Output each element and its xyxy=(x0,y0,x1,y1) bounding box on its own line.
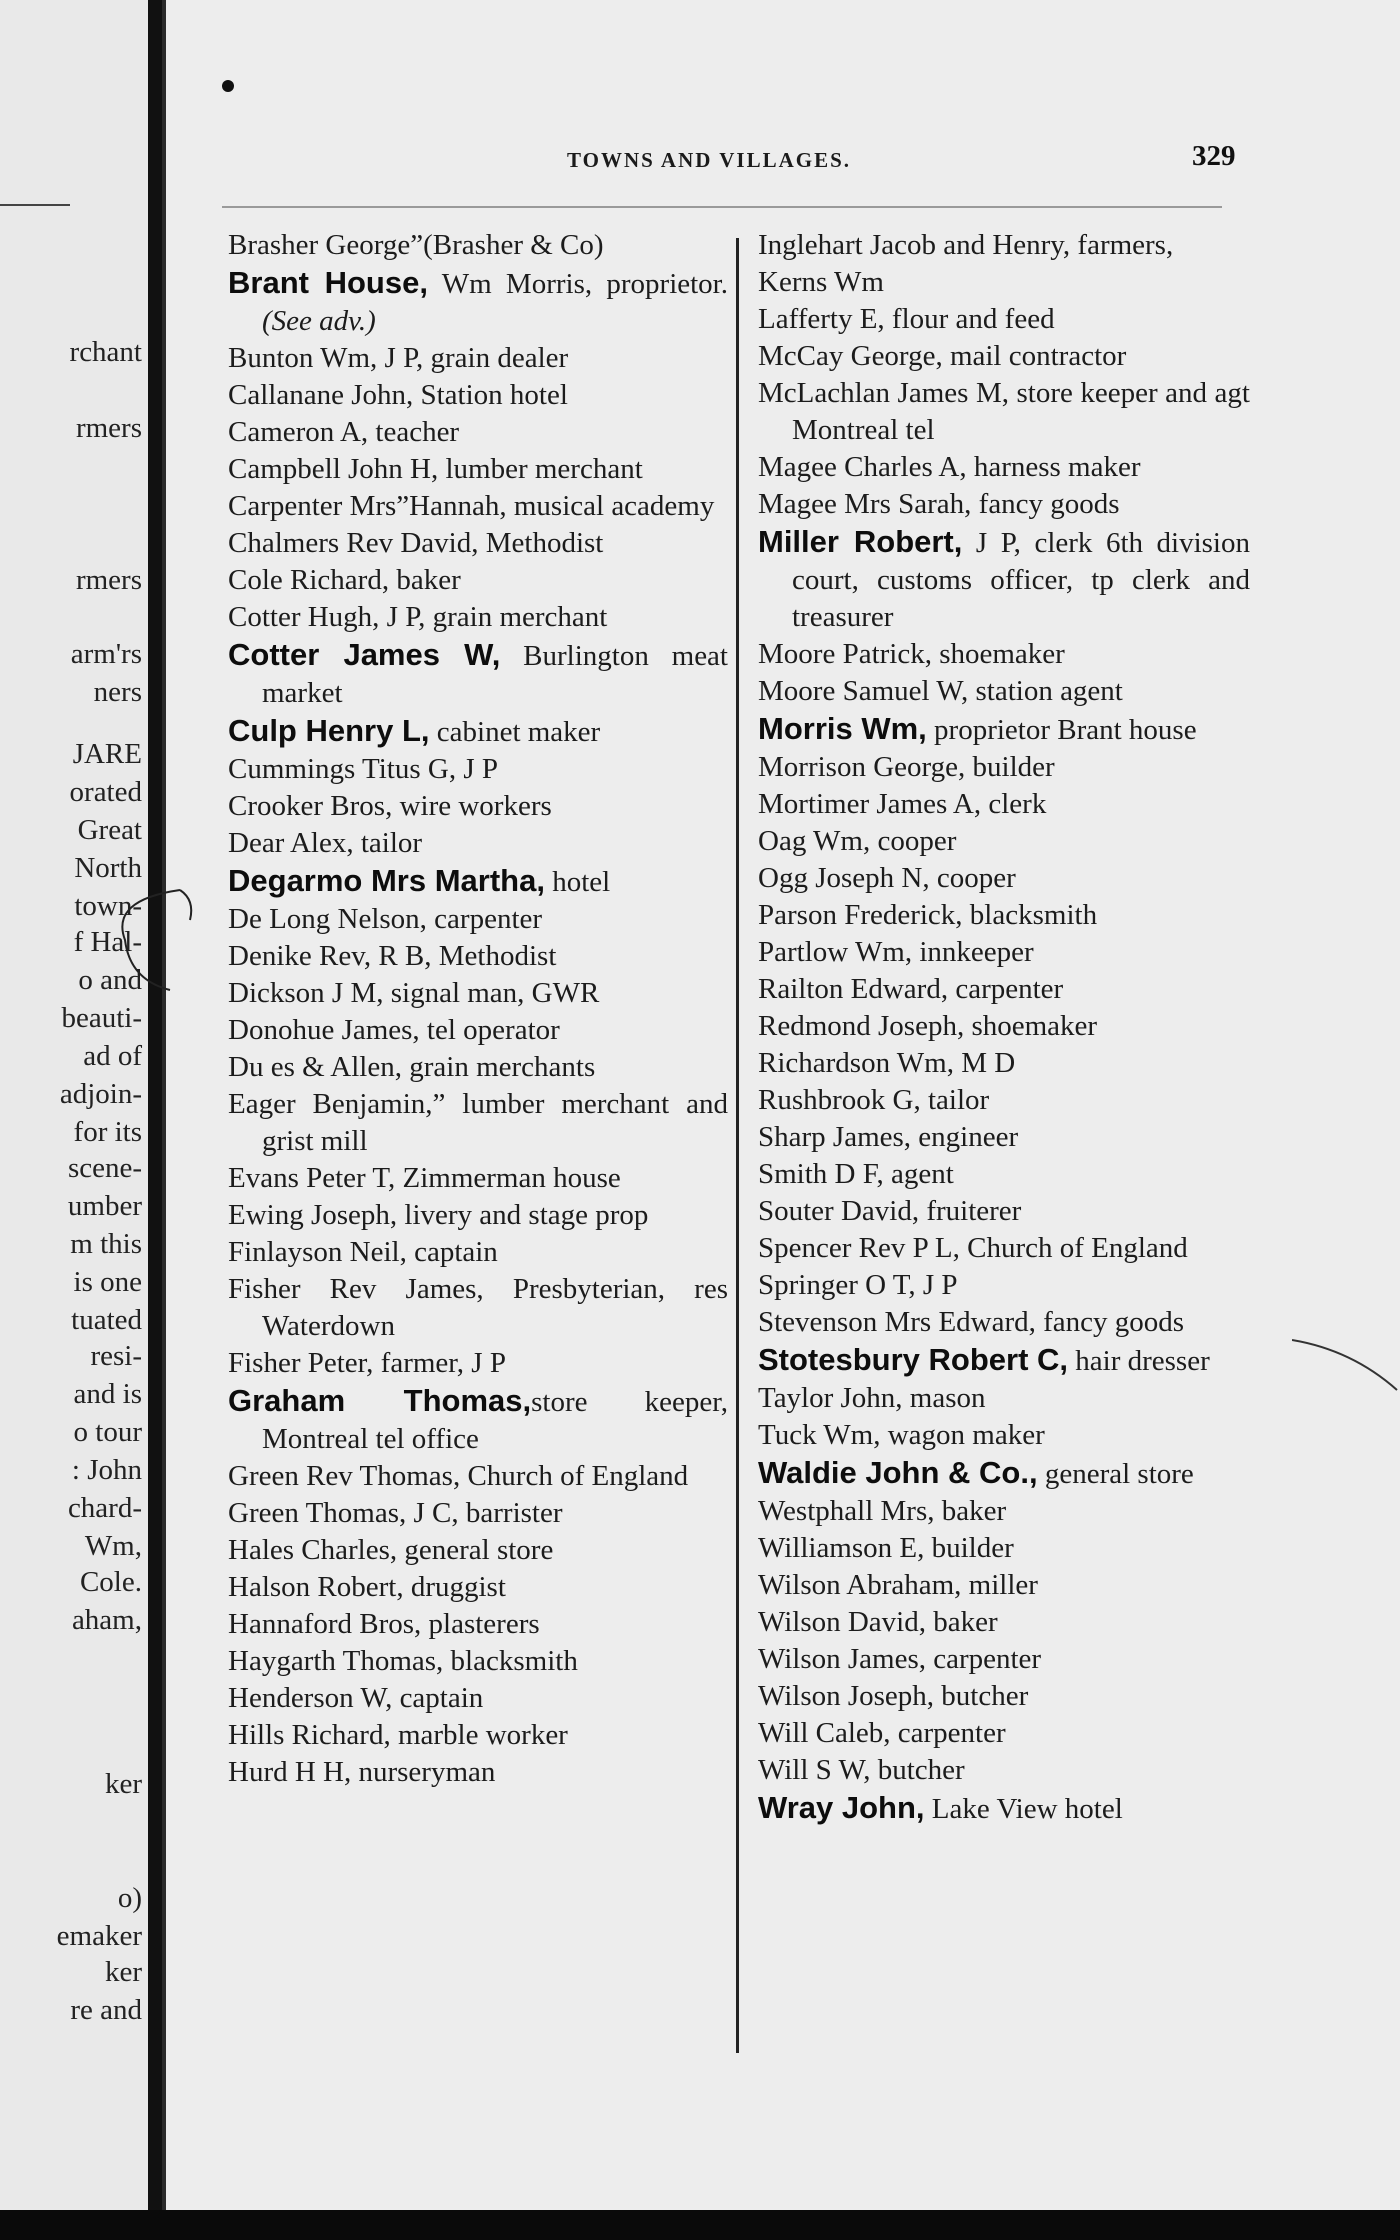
directory-entry xyxy=(758,1341,1250,1380)
directory-entry xyxy=(758,486,1250,523)
directory-entry xyxy=(228,1532,728,1569)
directory-entry xyxy=(228,938,728,975)
entry-text: Lake View hotel xyxy=(924,1793,1123,1825)
directory-entry xyxy=(228,1234,728,1271)
right-column xyxy=(758,227,1250,1828)
directory-entry xyxy=(758,1715,1250,1752)
entry-name-bold: Degarmo Mrs Martha, xyxy=(228,863,545,898)
directory-entry xyxy=(758,301,1250,338)
margin-stroke-mark xyxy=(1292,1330,1400,1400)
entry-text: McLachlan James M, store keeper and agt Montreal tel xyxy=(758,377,1250,446)
entry-text: Bunton Wm, J P, grain dealer xyxy=(228,342,569,374)
entry-text: Souter David, fruiterer xyxy=(758,1195,1022,1227)
entry-name-bold: Wray John, xyxy=(758,1790,925,1825)
directory-entry xyxy=(758,264,1250,301)
previous-page-fragment: o and xyxy=(78,964,142,996)
directory-entry xyxy=(758,1380,1250,1417)
left-column xyxy=(228,227,728,1791)
entry-name-bold: Culp Henry L, xyxy=(228,713,430,748)
running-head: TOWNS AND VILLAGES. xyxy=(567,148,852,172)
entry-text: Rushbrook G, tailor xyxy=(758,1084,990,1116)
directory-entry xyxy=(758,375,1250,449)
directory-entry xyxy=(758,1230,1250,1267)
directory-entry xyxy=(758,1193,1250,1230)
directory-entry xyxy=(758,971,1250,1008)
previous-page-fragment: m this xyxy=(70,1228,142,1260)
directory-entry xyxy=(228,599,728,636)
previous-page-fragment: chard- xyxy=(67,1492,142,1524)
entry-text: Smith D F, agent xyxy=(758,1158,954,1190)
directory-entry xyxy=(758,227,1250,264)
directory-entry xyxy=(228,862,728,901)
previous-page-fragment: and is xyxy=(73,1378,142,1410)
entry-text: Du es & Allen, grain merchants xyxy=(228,1051,596,1083)
previous-page-fragment: ad of xyxy=(83,1040,142,1072)
entry-text: Henderson W, captain xyxy=(228,1682,484,1714)
entry-text: Brasher George”(Brasher & Co) xyxy=(228,229,604,261)
entry-text: Oag Wm, cooper xyxy=(758,825,957,857)
directory-entry xyxy=(758,449,1250,486)
directory-entry xyxy=(228,1680,728,1717)
directory-entry xyxy=(228,1382,728,1458)
entry-text: Fisher Peter, farmer, J P xyxy=(228,1347,506,1379)
previous-page-fragment: adjoin- xyxy=(59,1078,142,1110)
previous-page-fragment: aham, xyxy=(71,1604,142,1636)
previous-page-fragment: rmers xyxy=(75,412,142,444)
directory-entry xyxy=(758,1752,1250,1789)
entry-text: De Long Nelson, carpenter xyxy=(228,903,543,935)
previous-page-fragment: emaker xyxy=(56,1920,142,1952)
entry-name-bold: Waldie John & Co., xyxy=(758,1455,1038,1490)
directory-entry xyxy=(758,1008,1250,1045)
entry-text: Will Caleb, carpenter xyxy=(758,1717,1006,1749)
column-divider xyxy=(736,238,739,2053)
entry-text: Green Thomas, J C, barrister xyxy=(228,1497,563,1529)
entry-text: Richardson Wm, M D xyxy=(758,1047,1016,1079)
directory-entry xyxy=(758,673,1250,710)
entry-text: cabinet maker xyxy=(429,716,601,748)
book-gutter xyxy=(148,0,162,2240)
directory-entry xyxy=(758,823,1250,860)
entry-name-bold: Cotter James W, xyxy=(228,637,501,672)
previous-page-fragment: : John xyxy=(71,1454,142,1486)
entry-text: Wilson David, baker xyxy=(758,1606,998,1638)
directory-entry xyxy=(228,451,728,488)
directory-entry xyxy=(758,1267,1250,1304)
previous-page-fragment: rmers xyxy=(75,564,142,596)
directory-entry xyxy=(228,825,728,862)
entry-text: Sharp James, engineer xyxy=(758,1121,1019,1153)
entry-name-bold: Brant House, xyxy=(228,265,428,300)
page-number: 329 xyxy=(1192,140,1236,172)
directory-entry xyxy=(228,340,728,377)
directory-entry xyxy=(758,860,1250,897)
directory-entry xyxy=(758,636,1250,673)
directory-entry xyxy=(228,1569,728,1606)
directory-entry xyxy=(758,749,1250,786)
entry-text: Donohue James, tel operator xyxy=(228,1014,560,1046)
directory-entry xyxy=(758,1604,1250,1641)
entry-text: Kerns Wm xyxy=(758,266,884,298)
directory-entry xyxy=(228,1495,728,1532)
entry-text: Morrison George, builder xyxy=(758,751,1055,783)
entry-text: Carpenter Mrs”Hannah, musical academy xyxy=(228,490,715,522)
entry-text: Dear Alex, tailor xyxy=(228,827,423,859)
directory-entry xyxy=(228,1271,728,1345)
entry-text: Evans Peter T, Zimmerman house xyxy=(228,1162,621,1194)
previous-page-fragment: umber xyxy=(67,1190,142,1222)
entry-text: Chalmers Rev David, Methodist xyxy=(228,527,604,559)
entry-text: Ewing Joseph, livery and stage prop xyxy=(228,1199,649,1231)
previous-page-fragment: North xyxy=(74,852,142,884)
previous-page-fragment: town- xyxy=(74,890,142,922)
directory-entry xyxy=(228,1643,728,1680)
entry-text: Halson Robert, druggist xyxy=(228,1571,506,1603)
entry-text: McCay George, mail contractor xyxy=(758,340,1127,372)
entry-text: Tuck Wm, wagon maker xyxy=(758,1419,1045,1451)
entry-text: Hannaford Bros, plasterers xyxy=(228,1608,540,1640)
directory-entry xyxy=(758,934,1250,971)
directory-entry xyxy=(758,1082,1250,1119)
bracket-margin-mark xyxy=(100,880,200,1000)
directory-entry xyxy=(758,1493,1250,1530)
directory-entry xyxy=(228,227,728,264)
previous-page-fragment: re and xyxy=(70,1994,142,2026)
entry-text: J P, clerk 6th division court, customs officer, tp clerk and treasurer xyxy=(792,527,1250,633)
previous-page-fragment: ners xyxy=(93,676,142,708)
header-rule xyxy=(222,206,1222,208)
directory-entry xyxy=(758,1567,1250,1604)
directory-entry xyxy=(228,1049,728,1086)
entry-text: general store xyxy=(1037,1458,1194,1490)
entry-name-bold: Miller Robert, xyxy=(758,524,963,559)
directory-entry xyxy=(758,897,1250,934)
previous-page-fragment: o tour xyxy=(73,1416,142,1448)
previous-page-fragment: tuated xyxy=(71,1304,142,1336)
previous-page-fragment: is one xyxy=(73,1266,142,1298)
entry-name-bold: Graham Thomas, xyxy=(228,1383,532,1418)
entry-text: Cole Richard, baker xyxy=(228,564,461,596)
scan-frame-bottom xyxy=(0,2210,1400,2240)
entry-text: hair dresser xyxy=(1068,1345,1210,1377)
previous-page-fragment: f Hal- xyxy=(73,926,142,958)
entry-text: Wilson Joseph, butcher xyxy=(758,1680,1029,1712)
previous-page-fragment: ker xyxy=(104,1956,142,1988)
directory-entry xyxy=(758,1641,1250,1678)
directory-entry xyxy=(228,414,728,451)
previous-page-fragment: scene- xyxy=(67,1152,142,1184)
entry-text: Ogg Joseph N, cooper xyxy=(758,862,1016,894)
entry-text: Cotter Hugh, J P, grain merchant xyxy=(228,601,608,633)
previous-page-fragment: Wm, xyxy=(84,1530,142,1562)
entry-text: Hurd H H, nurseryman xyxy=(228,1756,496,1788)
previous-page-fragment: o) xyxy=(117,1882,142,1914)
directory-entry xyxy=(228,636,728,712)
entry-text: Moore Patrick, shoemaker xyxy=(758,638,1065,670)
directory-entry xyxy=(228,1345,728,1382)
entry-text: Hales Charles, general store xyxy=(228,1534,554,1566)
directory-entry xyxy=(228,1012,728,1049)
previous-page-fragment: for its xyxy=(73,1116,142,1148)
entry-text: Finlayson Neil, captain xyxy=(228,1236,498,1268)
entry-text: Spencer Rev P L, Church of England xyxy=(758,1232,1188,1264)
entry-text: Cameron A, teacher xyxy=(228,416,460,448)
directory-entry xyxy=(758,786,1250,823)
previous-page-fragment: Cole. xyxy=(79,1566,142,1598)
directory-entry xyxy=(758,1454,1250,1493)
directory-entry xyxy=(758,338,1250,375)
entry-text: Moore Samuel W, station agent xyxy=(758,675,1123,707)
entry-text: Haygarth Thomas, blacksmith xyxy=(228,1645,578,1677)
entry-text: Green Rev Thomas, Church of England xyxy=(228,1460,689,1492)
directory-entry xyxy=(758,523,1250,636)
entry-text: Wilson James, carpenter xyxy=(758,1643,1042,1675)
entry-text: Burlington meat market xyxy=(262,640,728,709)
entry-text: Railton Edward, carpenter xyxy=(758,973,1064,1005)
directory-entry xyxy=(228,1197,728,1234)
previous-page-edge xyxy=(0,0,148,2240)
entry-text: Campbell John H, lumber merchant xyxy=(228,453,643,485)
entry-text: Magee Mrs Sarah, fancy goods xyxy=(758,488,1120,520)
entry-text: Lafferty E, flour and feed xyxy=(758,303,1055,335)
entry-text: Taylor John, mason xyxy=(758,1382,986,1414)
directory-entry xyxy=(228,264,728,340)
directory-entry xyxy=(228,1754,728,1791)
previous-page-fragment: resi- xyxy=(90,1340,142,1372)
directory-entry xyxy=(228,1717,728,1754)
previous-page-fragment: JARE xyxy=(72,738,142,770)
directory-entry xyxy=(228,1606,728,1643)
entry-text: Williamson E, builder xyxy=(758,1532,1014,1564)
directory-entry xyxy=(228,562,728,599)
directory-page xyxy=(162,0,1400,2240)
entry-text: Springer O T, J P xyxy=(758,1269,958,1301)
previous-page-fragment: ker xyxy=(104,1768,142,1800)
entry-name-bold: Stotesbury Robert C, xyxy=(758,1342,1069,1377)
directory-entry xyxy=(228,1458,728,1495)
page-edge-shadow xyxy=(162,0,166,2240)
directory-entry xyxy=(758,1304,1250,1341)
directory-entry xyxy=(758,1156,1250,1193)
directory-entry xyxy=(758,1530,1250,1567)
entry-text: Parson Frederick, blacksmith xyxy=(758,899,1098,931)
directory-entry xyxy=(758,710,1250,749)
entry-text: Stevenson Mrs Edward, fancy goods xyxy=(758,1306,1185,1338)
previous-page-fragment: arm'rs xyxy=(70,638,142,670)
entry-text: Magee Charles A, harness maker xyxy=(758,451,1141,483)
directory-entry xyxy=(758,1417,1250,1454)
previous-page-rule xyxy=(0,204,70,206)
entry-text: Callanane John, Station hotel xyxy=(228,379,568,411)
entry-text: proprietor Brant house xyxy=(926,714,1197,746)
directory-entry xyxy=(758,1789,1250,1828)
directory-entry xyxy=(228,488,728,525)
entry-text: Inglehart Jacob and Henry, farmers, xyxy=(758,229,1174,261)
previous-page-fragment: Great xyxy=(77,814,142,846)
entry-text: Hills Richard, marble worker xyxy=(228,1719,568,1751)
previous-page-fragment: beauti- xyxy=(61,1002,142,1034)
entry-text: hotel xyxy=(544,866,611,898)
entry-text: Fisher Rev James, Presbyterian, res Waterdown xyxy=(228,1273,728,1342)
directory-entry xyxy=(758,1678,1250,1715)
entry-text: Redmond Joseph, shoemaker xyxy=(758,1010,1098,1042)
entry-text: Mortimer James A, clerk xyxy=(758,788,1047,820)
entry-text: Eager Benjamin,” lumber merchant and grist mill xyxy=(228,1088,728,1157)
ink-dot-mark xyxy=(222,80,234,92)
directory-entry xyxy=(228,712,728,751)
directory-entry xyxy=(228,525,728,562)
directory-entry xyxy=(228,975,728,1012)
entry-text: Crooker Bros, wire workers xyxy=(228,790,552,822)
entry-text: Wilson Abraham, miller xyxy=(758,1569,1038,1601)
directory-entry xyxy=(228,901,728,938)
directory-entry xyxy=(228,377,728,414)
previous-page-fragment: orated xyxy=(69,776,142,808)
directory-entry xyxy=(228,751,728,788)
directory-entry xyxy=(758,1119,1250,1156)
entry-text: Cummings Titus G, J P xyxy=(228,753,498,785)
entry-text: Partlow Wm, innkeeper xyxy=(758,936,1034,968)
entry-text: Dickson J M, signal man, GWR xyxy=(228,977,600,1009)
entry-text: Denike Rev, R B, Methodist xyxy=(228,940,557,972)
previous-page-fragment: rchant xyxy=(69,336,142,368)
entry-text: store keeper, Montreal tel office xyxy=(262,1386,728,1455)
entry-text: Will S W, butcher xyxy=(758,1754,965,1786)
directory-entry xyxy=(758,1045,1250,1082)
directory-entry xyxy=(228,788,728,825)
entry-note: (See adv.) xyxy=(262,305,376,337)
entry-name-bold: Morris Wm, xyxy=(758,711,927,746)
entry-text: Wm Morris, proprietor. xyxy=(427,268,728,300)
entry-text: Westphall Mrs, baker xyxy=(758,1495,1007,1527)
directory-entry xyxy=(228,1160,728,1197)
directory-entry xyxy=(228,1086,728,1160)
